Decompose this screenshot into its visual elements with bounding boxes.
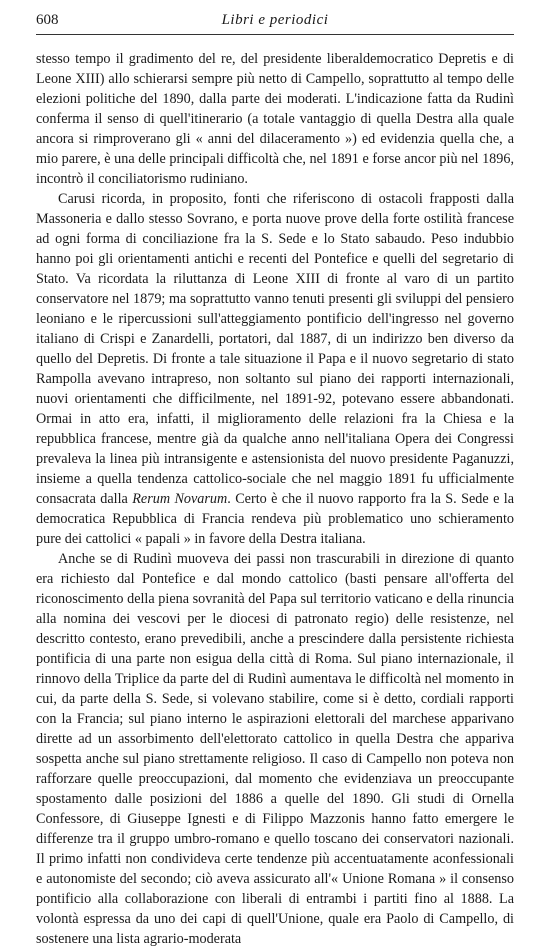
- paragraph: [36, 49, 514, 189]
- paragraph: [36, 549, 514, 949]
- paragraph: [36, 189, 514, 549]
- paragraph-text: Anche se di Rudinì muoveva dei passi non trascurabili in direzione di quanto era richiesto dal Pontefice e dal mondo cattolico (basti pensare all'offerta del riconoscimento della piena sovranità del Papa sul territorio vaticano e della rinuncia alla nomina dei vescovi per le diocesi di patronato regio) delle resistenze, nel descritto contesto, erano prevedibili, anche a prescindere dalla persistente richiesta pontificia di una parte non esigua della città di Roma. Sul piano internazionale, il rinnovo della Triplice da parte del di Rudinì aumentava le difficoltà nel momento in cui, da parte della S. Sede, si volevano stabilire, come si è detto, cordiali rapporti con la Francia; sul piano interno le aspirazioni elettorali del marchese apparivano dirette ad un assorbimento dell'elettorato cattolico in quella Destra che appariva sospetta anche sul piano strettamente religioso. Il caso di Campello non poteva non rafforzare quelle preoccupazioni, dal momento che evidenziava un preoccupante spostamento dalle posizioni del 1886 a quelle del 1890. Gli studi di Ornella Confessore, di Giuseppe Ignesti e di Filippo Mazzonis hanno fatto emergere le differenze tra il gruppo umbro-romano e quello toscano dei conservatori nazionali. Il primo infatti non condivideva certe tendenze più accentuatamente aconfessionali e autonomiste del secondo; ciò aveva assicurato all'« Unione Romana » il consenso pontificio alla collaborazione con liberali di entrambi i partiti fino al 1888. La volontà espressa da uno dei capi di quell'Unione, quale era Paolo di Campello, di sostenere una lista agrario-moderata: [36, 551, 514, 947]
- body-text: [36, 49, 514, 949]
- paragraph-text: stesso tempo il gradimento del re, del presidente liberaldemocratico Depretis e di Leone XIII) allo schierarsi sempre più netto di Campello, soprattutto al tempo delle elezioni politiche del 1890, dalla parte dei moderati. L'indicazione fatta da Rudinì conferma il senso di quell'itinerario (a totale vantaggio di quella Destra alla quale ancora si rimproverano gli « anni del dilaceramento ») ed evidenzia quella che, a mio parere, è una delle principali difficoltà che, nel 1891 e forse ancor più nel 1896, incontrò il conciliatorismo rudiniano.: [36, 51, 514, 187]
- running-title: Libri e periodici: [221, 12, 329, 28]
- italic-title: Rerum Novarum: [132, 491, 228, 507]
- page-number: 608: [36, 12, 59, 28]
- paragraph-text: Carusi ricorda, in proposito, fonti che riferiscono di ostacoli frapposti dalla Massoneria e dallo stesso Sovrano, e porta nuove prove della forte ostilità francese ad ogni forma di conciliazione fra la S. Sede e lo Stato sabaudo. Peso indubbio hanno poi gli orientamenti antichi e recenti del Pontefice e quelli del segretario di Stato. Va ricordata la riluttanza di Leone XIII di fronte al varo di un partito conservatore nel 1879; ma soprattutto vanno tenuti presenti gli sviluppi del pensiero leoniano e le ripercussioni sull'atteggiamento pontificio dell'ingresso nel governo italiano di Crispi e Zanardelli, portatori, dal 1887, di un indirizzo ben diverso da quello del Depretis. Di fronte a tale situazione il Papa e il nuovo segretario di stato Rampolla avevano intrapreso, non soltanto sul piano dei rapporti internazionali, nuovi orientamenti che difficilmente, nel 1891-92, potevano essere abbandonati. Ormai in atto era, infatti, il miglioramento delle relazioni fra la Chiesa e la repubblica francese, mentre già da qualche anno nell'italiana Opera dei Congressi prevaleva la linea più intransigente e astensionista del nuovo presidente Paganuzzi, insieme a quella tendenza cattolico-sociale che nel maggio 1891 fu ufficialmente consacrata dalla: [36, 191, 514, 507]
- running-head: [36, 10, 514, 35]
- paragraph-text: . Certo è che il nuovo rapporto fra la S. Sede e la democratica Repubblica di Francia rendeva più problematico uno schieramento pure dei cattolici « papali » in favore della Destra italiana.: [36, 491, 514, 547]
